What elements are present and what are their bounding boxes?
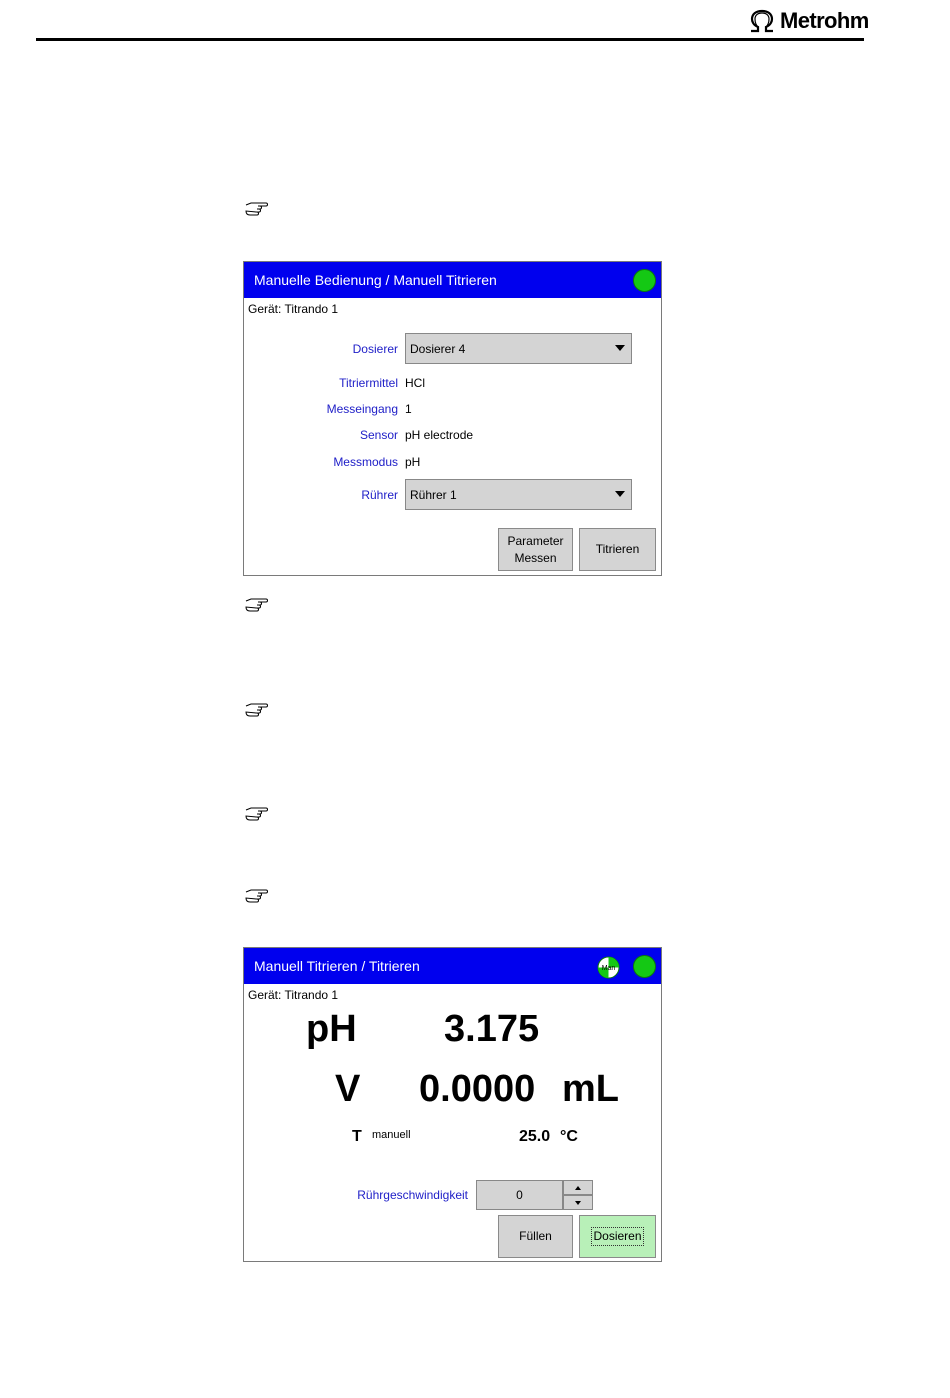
manual-mode-icon bbox=[597, 956, 620, 979]
dosierer-select[interactable] bbox=[405, 333, 632, 364]
title-bar bbox=[244, 948, 661, 984]
ph-label: pH bbox=[306, 1008, 357, 1050]
screen-title: Manuelle Bedienung / Manuell Titrieren bbox=[254, 272, 497, 288]
stir-speed-input[interactable] bbox=[476, 1180, 563, 1210]
ruehrer-select[interactable] bbox=[405, 479, 632, 510]
messeingang-value: 1 bbox=[405, 402, 412, 416]
temperature-label: T bbox=[352, 1128, 362, 1145]
status-led-icon bbox=[633, 269, 656, 292]
volume-unit: mL bbox=[562, 1068, 619, 1110]
volume-label: V bbox=[335, 1068, 361, 1110]
manual-control-screen bbox=[243, 261, 662, 576]
dropdown-arrow-icon bbox=[615, 491, 625, 497]
parameter-button-line1: Parameter bbox=[507, 533, 564, 548]
ruehrer-label: Rührer bbox=[361, 488, 398, 502]
arrow-down-icon bbox=[575, 1201, 581, 1205]
pointing-hand-icon bbox=[244, 702, 270, 718]
status-led-icon bbox=[633, 955, 656, 978]
arrow-up-icon bbox=[575, 1186, 581, 1190]
ruehrer-value: Rührer 1 bbox=[410, 487, 457, 502]
titrieren-button[interactable] bbox=[579, 528, 656, 571]
messmodus-value: pH bbox=[405, 455, 421, 469]
dosierer-value: Dosierer 4 bbox=[410, 341, 466, 356]
messeingang-label: Messeingang bbox=[326, 402, 398, 416]
stir-speed-label: Rührgeschwindigkeit bbox=[357, 1188, 468, 1202]
dosieren-button-label: Dosieren bbox=[591, 1227, 643, 1246]
dosieren-button[interactable] bbox=[579, 1215, 656, 1258]
pointing-hand-icon bbox=[244, 201, 270, 217]
screen-title: Manuell Titrieren / Titrieren bbox=[254, 958, 420, 974]
ph-value: 3.175 bbox=[444, 1008, 540, 1050]
temperature-mode: manuell bbox=[372, 1129, 411, 1141]
stir-speed-up-button[interactable] bbox=[563, 1180, 593, 1195]
sensor-value: pH electrode bbox=[405, 428, 474, 442]
pointing-hand-icon bbox=[244, 888, 270, 904]
sensor-label: Sensor bbox=[359, 428, 398, 442]
titriermittel-label: Titriermittel bbox=[339, 376, 398, 390]
omega-icon bbox=[748, 9, 776, 33]
dosierer-label: Dosierer bbox=[352, 342, 398, 356]
parameter-messen-button[interactable] bbox=[498, 528, 573, 571]
metrohm-logo bbox=[748, 6, 869, 36]
fuellen-button[interactable] bbox=[498, 1215, 573, 1258]
temperature-value: 25.0 bbox=[519, 1128, 551, 1145]
title-bar bbox=[244, 262, 661, 298]
brand-name: Metrohm bbox=[780, 8, 869, 33]
titriermittel-value: HCl bbox=[405, 376, 425, 390]
manual-mode-icon-text: Man bbox=[601, 965, 616, 972]
stir-speed-down-button[interactable] bbox=[563, 1195, 593, 1210]
temperature-unit: °C bbox=[560, 1128, 578, 1145]
fuellen-button-label: Füllen bbox=[519, 1229, 552, 1243]
pointing-hand-icon bbox=[244, 597, 270, 613]
device-label: Gerät: Titrando 1 bbox=[248, 302, 339, 316]
device-label: Gerät: Titrando 1 bbox=[248, 988, 339, 1002]
messmodus-label: Messmodus bbox=[333, 455, 398, 469]
manual-titration-screen bbox=[243, 947, 662, 1262]
pointing-hand-icon bbox=[244, 806, 270, 822]
dropdown-arrow-icon bbox=[615, 345, 625, 351]
stir-speed-value: 0 bbox=[516, 1188, 523, 1202]
titrieren-button-label: Titrieren bbox=[595, 542, 640, 556]
header-rule bbox=[36, 38, 864, 41]
parameter-button-line2: Messen bbox=[514, 550, 557, 565]
volume-value: 0.0000 bbox=[419, 1068, 536, 1110]
